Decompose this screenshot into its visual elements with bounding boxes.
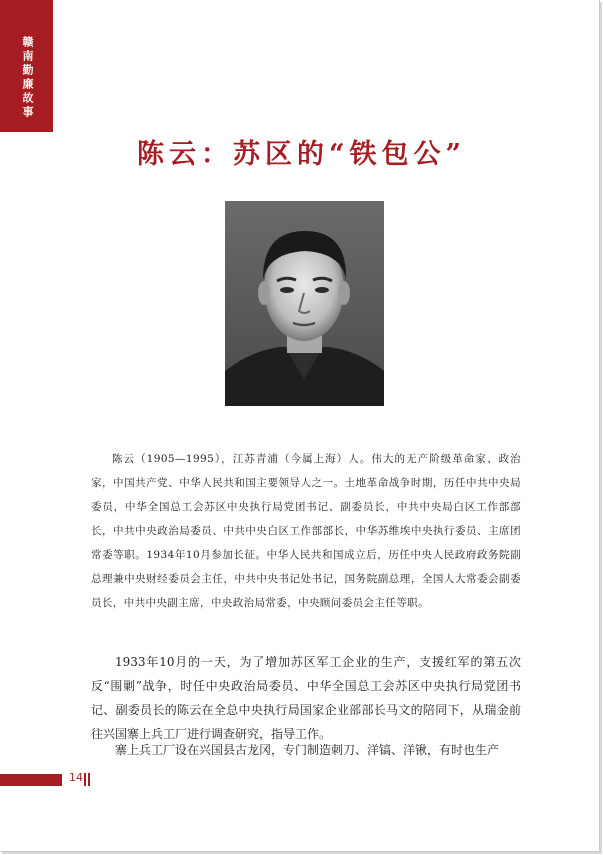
series-corner-tab — [0, 0, 53, 132]
series-title: 赣南勤廉故事 — [21, 36, 34, 120]
page-number: 14 — [69, 771, 83, 784]
portrait-photo — [225, 201, 384, 406]
footer-tick-1 — [84, 773, 86, 786]
portrait-illustration — [225, 201, 384, 406]
body-paragraph-1: 1933年10月的一天，为了增加苏区军工企业的生产，支援红军的第五次反“围剿”战争，时任中央政治局委员、中华全国总工会苏区中央执行局党团书记、副委员长的陈云在全总中央执行局国家企业部部长马文的陪同下，从瑞金前往兴国寨上兵工厂进行调查研究，指导工作。 — [91, 655, 521, 741]
footer-tick-2 — [88, 773, 90, 786]
footer-accent-bar — [0, 774, 62, 786]
article-title: 陈云：苏区的“铁包公” — [136, 139, 467, 170]
biography-paragraph: 陈云（1905—1995），江苏青浦（今属上海）人。伟大的无产阶级革命家、政治家，中国共产党、中华人民共和国主要领导人之一。土地革命战争时期，历任中共中央局委员，中华全国总工会苏区中央执行局党团书记、副委员长，中共中央局白区工作部部长，中共中央政治局委员、中共中央白区工作部部长，中华苏维埃中央执行委员、主席团常委等职。1934年10月参加长征。中华人民共和国成立后，历任中央人民政府政务院副总理兼中央财经委员会主任，中共中央书记处书记，国务院副总理，全国人大常委会副委员长，中共中央副主席，中央政治局常委，中央顾问委员会主任等职。 — [91, 453, 521, 609]
body-paragraph-2: 寨上兵工厂设在兴国县古龙冈，专门制造刺刀、洋镐、洋锹，有时也生产 — [115, 743, 500, 757]
